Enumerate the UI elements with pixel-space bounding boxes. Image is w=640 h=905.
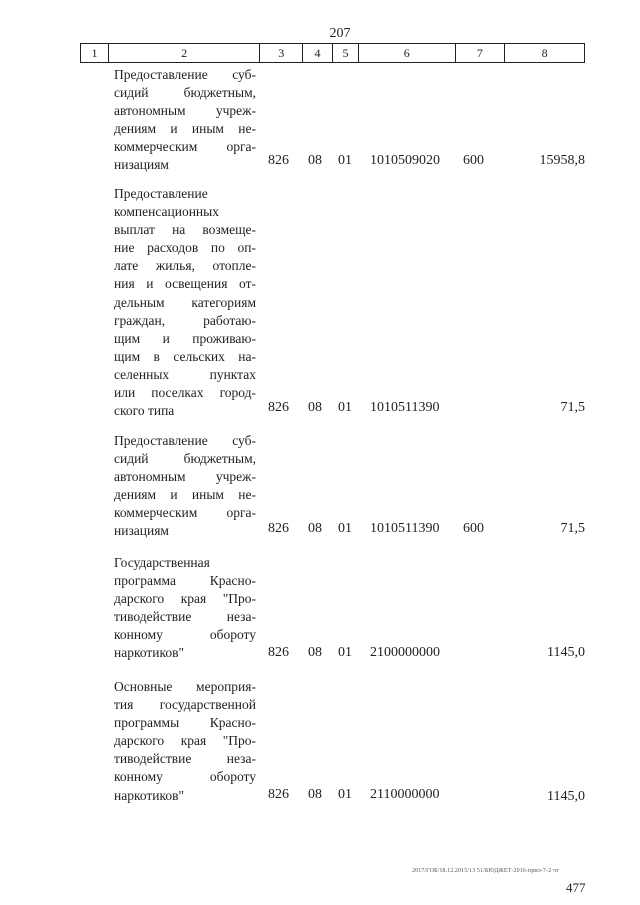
header-col-1: 1 (81, 44, 109, 62)
description-line: сидий бюджетным, (114, 85, 256, 101)
description-line: программы Красно- (114, 715, 256, 731)
description-line: селенных пунктах (114, 366, 256, 382)
cell-col-5: 01 (338, 400, 352, 415)
description-line: дениям и иным не- (114, 487, 256, 503)
cell-col-6: 2110000000 (370, 787, 440, 802)
header-col-3: 3 (260, 44, 303, 62)
cell-col-6: 1010511390 (370, 400, 440, 415)
table-row (80, 554, 585, 664)
cell-col-5: 01 (338, 153, 352, 168)
description-line: щим и проживаю- (114, 330, 256, 346)
page-number: 207 (329, 26, 351, 41)
cell-col-6: 2100000000 (370, 645, 440, 660)
description-line: тиводействие неза- (114, 609, 256, 625)
cell-col-4: 08 (308, 400, 322, 415)
footer-page-number: 477 (566, 880, 586, 895)
footer-document-code: 2017/ГОБ/18.12.2015/13 51/БЮДЖЕТ-2016-прил-7-2 чт (412, 868, 559, 874)
cell-col-7: 600 (463, 521, 484, 536)
description-line: коммерческим орга- (114, 139, 256, 155)
description-line: Предоставление суб- (114, 67, 256, 82)
cell-col-3: 826 (268, 521, 289, 536)
cell-col-4: 08 (308, 521, 322, 536)
cell-col-8: 15958,8 (539, 153, 585, 168)
description-line: ского типа (114, 403, 175, 419)
cell-col-4: 08 (308, 153, 322, 168)
cell-col-6: 1010509020 (370, 153, 440, 168)
table-row (80, 432, 585, 542)
description-line: дельным категориям (114, 294, 256, 310)
description-line: коммерческим орга- (114, 505, 256, 521)
header-col-5: 5 (333, 44, 359, 62)
description-line: тиводействие неза- (114, 751, 256, 767)
description-line: дарского края "Про- (114, 733, 256, 749)
cell-col-4: 08 (308, 645, 322, 660)
description-line: Предоставление суб- (114, 433, 256, 448)
description-line: лате жилья, отопле- (114, 258, 256, 274)
description-line: конному обороту (114, 627, 256, 643)
row-description (114, 554, 256, 663)
description-line: ния и освещения от- (114, 276, 256, 292)
description-line: наркотиков" (114, 645, 185, 661)
description-line: Государственная (114, 555, 210, 570)
cell-col-8: 71,5 (560, 400, 585, 415)
description-line: дениям и иным не- (114, 121, 256, 137)
cell-col-5: 01 (338, 645, 352, 660)
cell-col-5: 01 (338, 787, 352, 802)
description-line: сидий бюджетным, (114, 451, 256, 467)
description-line: выплат на возмеще- (114, 222, 256, 238)
table-row (80, 678, 585, 808)
cell-col-4: 08 (308, 787, 322, 802)
cell-col-7: 600 (463, 153, 484, 168)
description-line: низациям (114, 157, 169, 173)
cell-col-8: 1145,0 (547, 789, 585, 804)
row-description (114, 432, 256, 541)
description-line: ние расходов по оп- (114, 240, 256, 256)
header-col-2: 2 (109, 44, 260, 62)
table-header (80, 43, 585, 63)
cell-col-8: 1145,0 (547, 645, 585, 660)
header-col-4: 4 (303, 44, 333, 62)
header-col-7: 7 (456, 44, 506, 62)
description-line: щим в сельских на- (114, 348, 256, 364)
description-line: конному обороту (114, 769, 256, 785)
header-col-6: 6 (359, 44, 456, 62)
cell-col-5: 01 (338, 521, 352, 536)
row-description (114, 185, 256, 420)
table-row (80, 66, 585, 176)
cell-col-3: 826 (268, 400, 289, 415)
description-line: Предоставление (114, 186, 208, 201)
description-line: наркотиков" (114, 787, 185, 803)
description-line: тия государственной (114, 697, 256, 713)
description-line: низациям (114, 523, 169, 539)
cell-col-3: 826 (268, 153, 289, 168)
description-line: или поселках город- (114, 385, 256, 401)
cell-col-6: 1010511390 (370, 521, 440, 536)
description-line: автономным учреж- (114, 469, 256, 485)
row-description (114, 678, 256, 805)
row-description (114, 66, 256, 175)
table-row (80, 185, 585, 425)
description-line: Основные мероприя- (114, 679, 256, 694)
description-line: автономным учреж- (114, 103, 256, 119)
cell-col-3: 826 (268, 787, 289, 802)
description-line: дарского края "Про- (114, 591, 256, 607)
header-col-8: 8 (541, 46, 548, 60)
cell-col-8: 71,5 (560, 521, 585, 536)
description-line: компенсационных (114, 204, 219, 220)
description-line: программа Красно- (114, 573, 256, 589)
description-line: граждан, работаю- (114, 312, 256, 328)
cell-col-3: 826 (268, 645, 289, 660)
